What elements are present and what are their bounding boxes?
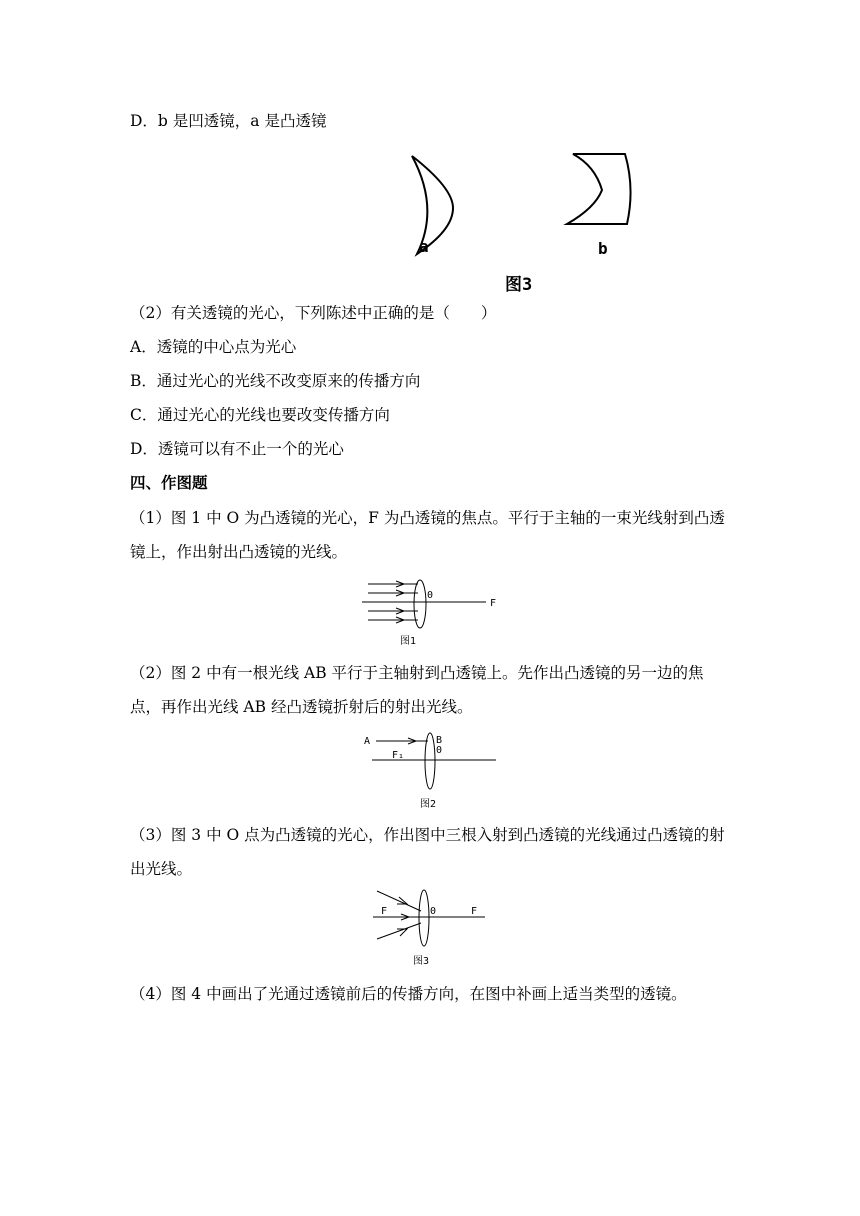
figure-2-label-o: 0: [436, 745, 443, 756]
q1-option-d: D．b 是凹透镜，a 是凸透镜: [130, 112, 327, 130]
figure-2: [362, 729, 502, 811]
figure-1-caption: 图1: [400, 636, 417, 647]
figure-3-label-f-right: F: [471, 906, 478, 917]
figure-2-caption: 图2: [420, 799, 437, 810]
lens-b-shape: [567, 154, 631, 224]
figure-1-lens: [414, 580, 426, 628]
figure-3: [367, 887, 491, 969]
figure-3-label-f-left: F: [381, 906, 388, 917]
figure-3-caption: 图3: [413, 956, 430, 967]
figure-2-label-f1: F₁: [392, 750, 405, 761]
figure-1-label-f: F: [490, 598, 497, 609]
figure-3-lens: [419, 890, 429, 946]
q2-option-d: D．透镜可以有不止一个的光心: [130, 440, 344, 458]
figure-1: [360, 578, 510, 648]
figure-2-label-a: A: [364, 736, 371, 747]
task-4-text: （4）图 4 中画出了光通过透镜前后的传播方向，在图中补画上适当类型的透镜。: [130, 985, 687, 1003]
figure-2-label-b: B: [436, 735, 443, 746]
figure-1-label-o: 0: [427, 590, 434, 601]
lens-figure-caption: 图3: [505, 275, 533, 295]
q2-stem: （2）有关透镜的光心，下列陈述中正确的是（ ）: [130, 304, 497, 322]
figure-3-label-o: 0: [430, 906, 437, 917]
figure-2-lens: [425, 733, 435, 789]
q2-option-a: A．透镜的中心点为光心: [130, 338, 297, 356]
section-4-title: 四、作图题: [130, 473, 208, 492]
lens-shapes-figure: [395, 148, 655, 298]
lens-b-label: b: [598, 239, 608, 258]
q2-option-c: C．通过光心的光线也要改变传播方向: [130, 406, 390, 424]
task-3-text: （3）图 3 中 O 点为凸透镜的光心，作出图中三根入射到凸透镜的光线通过凸透镜的射出光线。: [130, 826, 725, 878]
lens-a-label: a: [419, 237, 429, 256]
task-2-text: （2）图 2 中有一根光线 AB 平行于主轴射到凸透镜上。先作出凸透镜的另一边的焦点，再作出光线 AB 经凸透镜折射后的射出光线。: [130, 664, 704, 716]
task-1-text: （1）图 1 中 O 为凸透镜的光心，F 为凸透镜的焦点。平行于主轴的一束光线射到凸透镜上，作出射出凸透镜的光线。: [130, 509, 725, 561]
q2-option-b: B．通过光心的光线不改变原来的传播方向: [130, 372, 421, 390]
